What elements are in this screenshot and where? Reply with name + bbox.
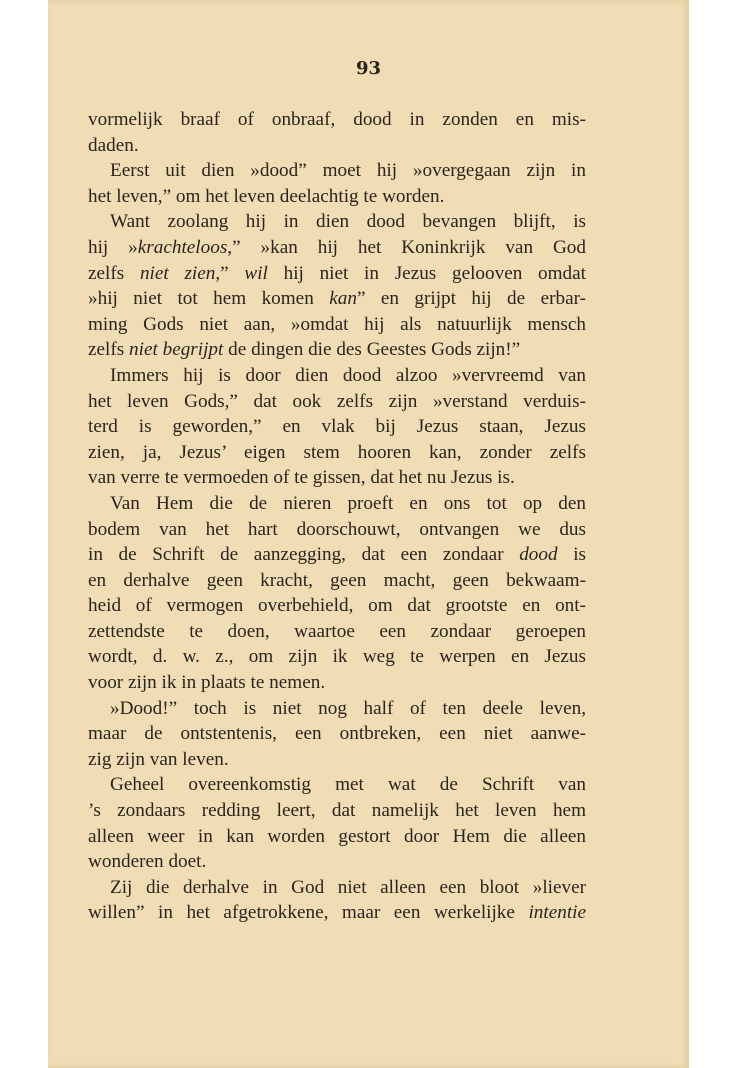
text-segment: Zij die derhalve in God niet alleen een bloot »liever [110,876,586,898]
text-line [88,696,586,722]
text-line [88,440,586,466]
text-segment: zelfs [88,262,140,284]
text-line [88,261,586,287]
text-line [88,133,586,159]
text-line [88,824,586,850]
text-line [88,670,586,696]
text-line [88,593,586,619]
text-line [88,491,586,517]
italic-text: dood [519,544,558,566]
text-line [88,619,586,645]
text-line [88,465,586,491]
italic-text: intentie [528,902,586,924]
italic-text: niet zien [139,262,216,284]
text-segment: Immers hij is door dien dood alzoo »vervreemd van [110,364,586,386]
text-segment: Eerst uit dien »dood” moet hij »overgegaan zijn in [110,160,586,182]
text-segment: daden. [88,134,139,156]
text-segment: van verre te vermoeden of te gissen, dat het nu Jezus is. [88,467,515,489]
text-segment: terd is geworden,” en vlak bij Jezus staan, Jezus [88,416,586,438]
text-segment: willen” in het afgetrokkene, maar een werkelijke [88,902,529,924]
text-segment: wordt, d. w. z., om zijn ik weg te werpen en Jezus [88,646,586,668]
italic-text: kan [329,288,357,310]
text-segment: voor zijn ik in plaats te nemen. [88,672,326,694]
text-line [88,107,586,133]
text-segment: ’s zondaars redding leert, dat namelijk het leven hem [88,800,586,822]
text-line [88,644,586,670]
text-segment: Van Hem die de nieren proeft en ons tot op den [110,492,586,514]
text-line [88,312,586,338]
text-segment: zig zijn van leven. [88,748,229,770]
text-line [88,389,586,415]
text-line [88,721,586,747]
book-page [48,0,689,1068]
text-line [88,900,586,926]
text-line [88,568,586,594]
text-segment: het leven Gods,” dat ook zelfs zijn »verstand verduis- [88,390,586,412]
italic-text: krachteloos [137,236,228,258]
text-segment: zien, ja, Jezus’ eigen stem hooren kan, zonder zelfs [88,441,586,463]
text-line [88,542,586,568]
text-segment: maar de ontstentenis, een ontbreken, een niet aanwe- [88,723,586,745]
text-segment: en derhalve geen kracht, geen macht, geen bekwaam- [88,569,586,591]
text-segment: ,” [215,262,245,284]
text-segment: ,” »kan hij het Koninkrijk van God [227,236,586,258]
text-segment: hij » [88,236,138,258]
text-segment: wonderen doet. [88,851,207,873]
text-segment: is [557,544,586,566]
body-text [88,107,586,926]
text-line [88,158,586,184]
text-line [88,517,586,543]
text-segment: in de Schrift de aanzegging, dat een zondaar [88,544,520,566]
text-segment: de dingen die des Geestes Gods zijn!” [223,339,521,361]
text-segment: »Dood!” toch is niet nog half of ten deele leven, [110,697,586,719]
text-line [88,414,586,440]
text-segment: hij niet in Jezus gelooven omdat [267,262,586,284]
page-margin-right [689,0,738,1068]
text-segment: ” en grijpt hij de erbar- [356,288,586,310]
text-line [88,363,586,389]
text-segment: zelfs [88,339,130,361]
text-segment: alleen weer in kan worden gestort door Hem die alleen [88,825,586,847]
text-segment: Geheel overeenkomstig met wat de Schrift van [110,774,586,796]
text-line [88,184,586,210]
text-line [88,209,586,235]
text-segment: zettendste te doen, waartoe een zondaar geroepen [88,620,586,642]
italic-text: niet begrijpt [129,339,224,361]
text-line [88,337,586,363]
text-line [88,772,586,798]
text-segment: heid of vermogen overbehield, om dat grootste en ont- [88,595,586,617]
text-line [88,235,586,261]
italic-text: wil [244,262,268,284]
text-line [88,875,586,901]
text-segment: ming Gods niet aan, »omdat hij als natuurlijk mensch [88,313,586,335]
text-segment: »hij niet tot hem komen [88,288,330,310]
text-segment: Want zoolang hij in dien dood bevangen blijft, is [110,211,586,233]
text-segment: vormelijk braaf of onbraaf, dood in zonden en mis- [88,109,586,130]
text-line [88,286,586,312]
text-segment: bodem van het hart doorschouwt, ontvangen we dus [88,518,586,540]
text-line [88,849,586,875]
text-line [88,747,586,773]
text-segment: het leven,” om het leven deelachtig te worden. [88,185,445,207]
page-number: 93 [355,58,382,79]
text-line [88,798,586,824]
